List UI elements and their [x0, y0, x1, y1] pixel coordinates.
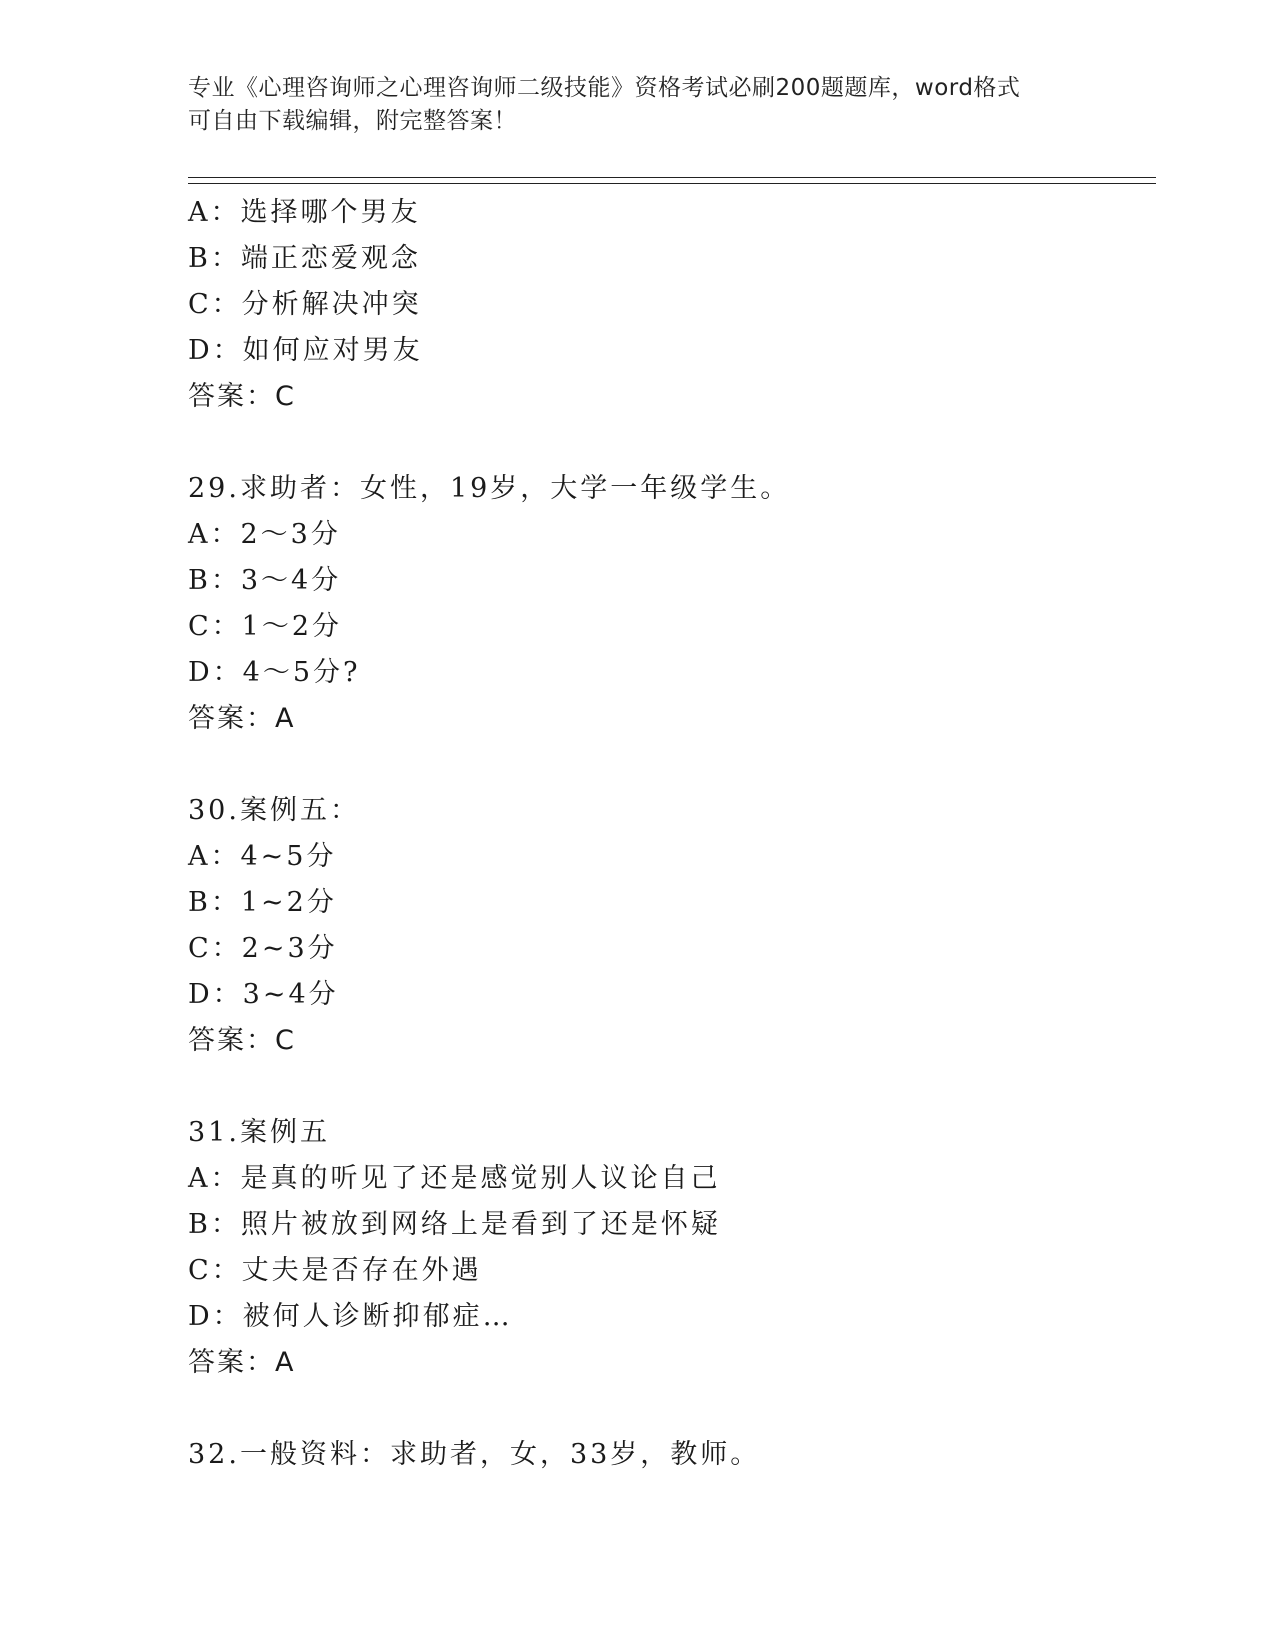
- answer: 答案：C: [188, 1025, 296, 1056]
- option-c: C：丈夫是否存在外遇: [188, 1255, 482, 1286]
- option-c: C：分析解决冲突: [188, 289, 422, 320]
- option-b: B：1~2分: [188, 887, 337, 918]
- option-a: A：4~5分: [188, 841, 337, 872]
- question-stem: 30.案例五：: [188, 795, 360, 826]
- question-32: [188, 1432, 1156, 1478]
- question-30: [188, 788, 1156, 1064]
- header-divider-bottom: [188, 183, 1156, 184]
- option-c: C：2~3分: [188, 933, 338, 964]
- header-line-1: 专业《心理咨询师之心理咨询师二级技能》资格考试必刷200题题库，word格式: [188, 75, 1021, 101]
- header-line-2: 可自由下载编辑，附完整答案！: [188, 108, 517, 134]
- spacer: [188, 742, 1156, 788]
- question-list: [188, 190, 1156, 1478]
- question-28: [188, 190, 1156, 420]
- option-b: B：端正恋爱观念: [188, 243, 421, 274]
- question-31: [188, 1110, 1156, 1386]
- answer: 答案：C: [188, 381, 296, 412]
- answer: 答案：A: [188, 1347, 296, 1378]
- spacer: [188, 1064, 1156, 1110]
- spacer: [188, 420, 1156, 466]
- header-divider-top: [188, 177, 1156, 178]
- spacer: [188, 1386, 1156, 1432]
- answer: 答案：A: [188, 703, 296, 734]
- option-a: A：是真的听见了还是感觉别人议论自己: [188, 1163, 721, 1194]
- question-stem: 29.求助者：女性，19岁，大学一年级学生。: [188, 473, 791, 504]
- question-stem: 32.一般资料：求助者，女，33岁，教师。: [188, 1439, 761, 1470]
- question-29: [188, 466, 1156, 742]
- option-a: A：选择哪个男友: [188, 197, 421, 228]
- option-d: D：3~4分: [188, 979, 339, 1010]
- document-header: [188, 72, 1088, 138]
- option-b: B：3～4分: [188, 565, 342, 596]
- question-stem: 31.案例五: [188, 1117, 330, 1148]
- option-d: D：如何应对男友: [188, 335, 423, 366]
- option-c: C：1～2分: [188, 611, 343, 642]
- option-d: D：被何人诊断抑郁症…: [188, 1301, 513, 1332]
- option-a: A：2～3分: [188, 519, 341, 550]
- option-b: B：照片被放到网络上是看到了还是怀疑: [188, 1209, 721, 1240]
- option-d: D：4～5分?: [188, 657, 361, 688]
